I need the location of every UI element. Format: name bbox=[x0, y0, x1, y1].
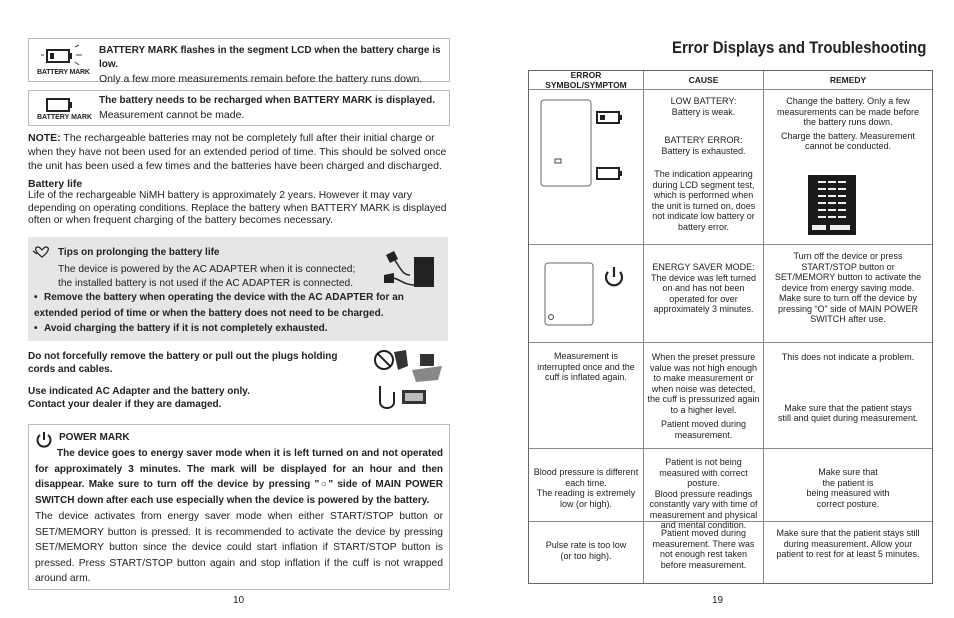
table-row-4-symptom: Blood pressure is different each time. The reading is extremely low (or high). bbox=[529, 449, 644, 522]
table-row-5-cause: Patient moved during measurement. There was not enough rest taken before measurement. bbox=[644, 522, 764, 583]
patient-moved-cause: Patient moved during measurement. bbox=[660, 419, 747, 440]
plug-warning-illustration bbox=[372, 346, 448, 421]
header-cause: CAUSE bbox=[644, 71, 764, 90]
tips-bullet-2-text: Avoid charging the battery if it is not completely exhausted. bbox=[44, 323, 328, 334]
power-mark-bold-text: The device goes to energy saver mode when it is left turned on and not operated for approximately 3 minutes. The mark will be displayed for an hour and then disappear. Make sure to turn off the device by pressing "○" side of MAIN POWER SWITCH down after each use especially when the device is powered by the battery. bbox=[35, 448, 443, 506]
warning-cords: Do not forcefully remove the battery or pull out the plugs holding cords and cables. bbox=[28, 351, 338, 375]
lcd-segment-test-illustration bbox=[808, 175, 856, 238]
battery-recharge-title: The battery needs to be recharged when BATTERY MARK is displayed. bbox=[99, 95, 435, 106]
table-row-3-cause bbox=[644, 343, 764, 449]
tips-text: The device is powered by the AC ADAPTER when it is connected; the installed battery is not used if the AC ADAPTER is connected. bbox=[58, 264, 356, 289]
table-row-2-cause: ENERGY SAVER MODE: The device was left turned on and has not been operated for over approximately 3 minutes. bbox=[644, 245, 764, 343]
page-title: Error Displays and Troubleshooting bbox=[672, 38, 927, 57]
ac-adapter-illustration bbox=[380, 245, 440, 296]
battery-recharge-icon bbox=[37, 95, 93, 125]
table-row-1-cause bbox=[644, 90, 764, 245]
battery-flash-title: BATTERY MARK flashes in the segment LCD when the battery charge is low. bbox=[99, 45, 441, 70]
power-mark-box bbox=[28, 424, 450, 590]
header-remedy: REMEDY bbox=[764, 71, 932, 90]
table-row-4-remedy: Make sure that the patient is being measured with correct posture. bbox=[764, 449, 932, 522]
table-row-4-cause: Patient is not being measured with correct posture. Blood pressure readings constantly vary with time of measurement and physical and mental condition. bbox=[644, 449, 764, 522]
no-problem-remedy: This does not indicate a problem. bbox=[781, 352, 915, 362]
battery-flash-text: Only a few more measurements remain before the battery runs down. bbox=[99, 73, 423, 85]
battery-flash-icon-label: BATTERY MARK bbox=[37, 69, 90, 76]
table-row-3-remedy bbox=[764, 343, 932, 449]
table-row-3-symptom: Measurement is interrupted once and the cuff is inflated again. bbox=[529, 343, 644, 449]
battery-recharge-text: Measurement cannot be made. bbox=[99, 109, 245, 121]
power-mark-title: POWER MARK bbox=[59, 432, 130, 443]
charge-battery-remedy: Charge the battery. Measurement cannot be conducted. bbox=[781, 130, 915, 151]
segment-test-note: The indication appearing during LCD segment test, which is performed when the unit is turned on, does not indicate low battery or battery error. bbox=[651, 169, 756, 232]
power-mark-text: The device activates from energy saver mode when either START/STOP button or SET/MEMORY button is pressed. It is recommended to activate the device by pressing SET/MEMORY button since the device could start inflation if START/STOP button is pressed. Press START/STOP button again and stop inflation if the cuff is not wrapped around arm. bbox=[35, 511, 443, 585]
lcd-power-illustration bbox=[543, 261, 633, 332]
note-text: The rechargeable batteries may not be completely full after their initial charge or when they have not been used for an extended period of time. This should be solved once the unit has been used a few times and the batteries have been charged and discharged. bbox=[28, 132, 447, 172]
tips-bullet-1-text: Remove the battery when operating the device with the AC ADAPTER for an extended period of time or when the battery does not need to be charged. bbox=[34, 292, 404, 319]
warning-adapter: Use indicated AC Adapter and the battery only. bbox=[28, 386, 250, 397]
table-row-2-symptom bbox=[529, 245, 644, 343]
table-row-1-symptom bbox=[529, 90, 644, 245]
note-paragraph bbox=[28, 131, 448, 173]
battery-flash-box bbox=[28, 38, 450, 85]
lcd-battery-illustration bbox=[539, 98, 631, 241]
table-row-5-symptom: Pulse rate is too low (or too high). bbox=[529, 522, 644, 583]
tips-title: Tips on prolonging the battery life bbox=[58, 247, 220, 258]
battery-flash-icon bbox=[37, 45, 93, 79]
tips-bullet-1: • Remove the battery when operating the device with the AC ADAPTER for an extended period of time or when the battery does not need to be charged. bbox=[34, 292, 404, 319]
table-row-5-remedy: Make sure that the patient stays still during measurement. Allow your patient to rest for at least 5 minutes. bbox=[776, 528, 920, 559]
tips-box bbox=[28, 237, 448, 341]
change-battery-remedy: Change the battery. Only a few measurements can be made before the battery runs down. bbox=[776, 96, 920, 127]
battery-recharge-icon-label: BATTERY MARK bbox=[37, 114, 93, 121]
note-label: NOTE: bbox=[28, 132, 61, 144]
warning-dealer: Contact your dealer if they are damaged. bbox=[28, 399, 222, 410]
battery-recharge-box bbox=[28, 90, 450, 126]
header-symptom: ERROR SYMBOL/SYMPTOM bbox=[529, 71, 644, 90]
left-page-number: 10 bbox=[233, 595, 245, 606]
heart-hand-icon bbox=[32, 245, 52, 264]
right-page-number: 19 bbox=[712, 595, 724, 606]
table-row-1-remedy bbox=[764, 90, 932, 245]
troubleshooting-table bbox=[528, 70, 933, 584]
battery-life-title: Battery life bbox=[28, 178, 83, 190]
battery-life-text: Life of the rechargeable NiMH battery is approximately 2 years. However it may vary depending on operating conditions. Replace the battery when BATTERY MARK is displayed often or when frequent charging of the battery becomes necessary. bbox=[28, 190, 447, 226]
low-battery-cause: LOW BATTERY: Battery is weak. bbox=[670, 96, 737, 117]
stay-still-remedy: Make sure that the patient stays still and quiet during measurement. bbox=[777, 402, 919, 423]
noise-cause: When the preset pressure value was not high enough to make measurement or when noise was detected, the cuff is pressurized again to a higher level. bbox=[647, 352, 760, 415]
tips-bullet-2: • Avoid charging the battery if it is not completely exhausted. bbox=[34, 323, 328, 334]
battery-error-cause: BATTERY ERROR: Battery is exhausted. bbox=[661, 135, 746, 156]
table-row-2-remedy: Turn off the device or press START/STOP button or SET/MEMORY button to activate the device from energy saving mode. Make sure to turn off the device by pressing “O” side of MAIN POWER SWITCH after use. bbox=[764, 245, 932, 343]
